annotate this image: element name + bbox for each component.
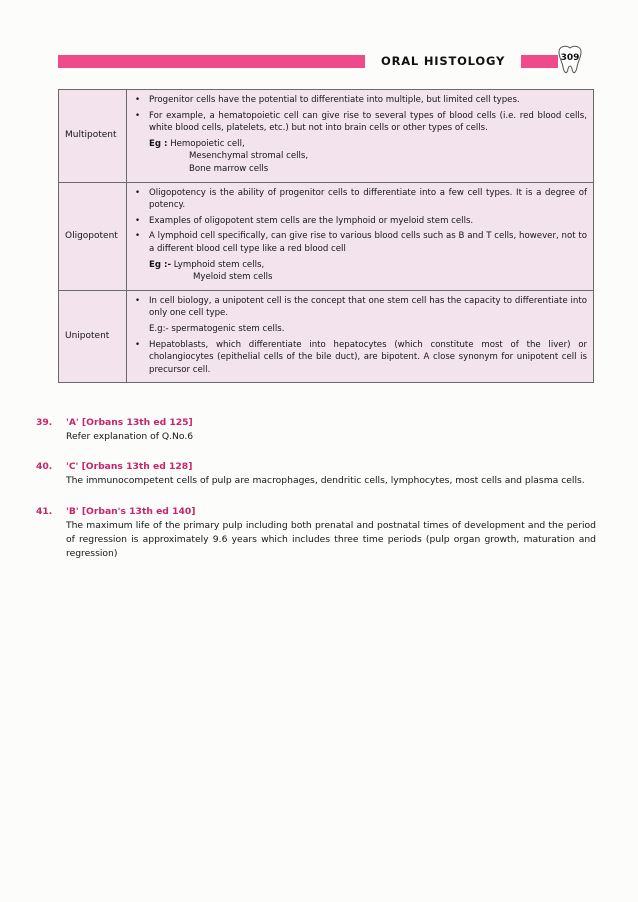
bullet-point: • For example, a hematopoietic cell can give rise to several types of blood cells (i.e. red blood cells, white blood cells, platelets, etc.) but not into brain cells or other types of cells. [135,110,587,134]
answer-41 [36,505,596,561]
answer-key: 'B' [Orban's 13th ed 140] [66,506,196,517]
example-item: Myeloid stem cells [193,272,273,283]
bullet-point: • A lymphoid cell specifically, can give rise to various blood cells such as B and T cells, however, not to a different blood cell type like a red blood cell [135,231,587,254]
answer-text: The maximum life of the primary pulp including both prenatal and postnatal times of development and the period of regression is approximately 9.6 years which includes three time periods (pulp organ growth, maturation and regression) [66,520,596,559]
row-content [127,290,594,383]
example-block: E.g:- spermatogenic stem cells. [149,323,285,334]
example-item: Hemopoietic cell, [170,138,245,149]
table-row [59,182,594,290]
example-block [133,259,587,284]
answer-39 [36,416,596,444]
row-label: Multipotent [59,90,127,183]
answer-key: 'A' [Orbans 13th ed 125] [66,417,193,428]
bullet-point: • Hepatoblasts, which differentiate into hepatocytes (which constitute most of the liver) or cholangiocytes (epithelial cells of the bile duct), are bipotent. A close synonym for unipotent cell is precursor cell. [135,339,587,375]
example-item: Mesenchymal stromal cells, [189,151,309,162]
bullet-point: • Examples of oligopotent stem cells are the lymphoid or myeloid stem cells. [135,215,474,226]
page-number: 309 [560,53,580,63]
answer-40 [36,460,596,488]
row-label: Unipotent [59,290,127,383]
section-title: ORAL HISTOLOGY [365,51,521,72]
answer-number: 39. [36,417,53,428]
bullet-point: • Oligopotency is the ability of progenitor cells to differentiate into a few cell types. It is a degree of potency. [135,187,587,211]
answer-key: 'C' [Orbans 13th ed 128] [66,461,193,472]
row-content [127,90,594,183]
table-row [59,290,594,383]
answer-text: Refer explanation of Q.No.6 [66,431,194,442]
example-block [133,138,587,176]
potency-table [58,89,594,383]
bullet-point: • In cell biology, a unipotent cell is the concept that one stem cell has the capacity to differentiate into only one cell type. [135,295,587,319]
answer-number: 41. [36,506,53,517]
row-label: Oligopotent [59,182,127,290]
example-label: Eg :- [149,259,172,270]
example-item: Bone marrow cells [189,163,269,174]
example-item: Lymphoid stem cells, [173,259,265,270]
table-row [59,90,594,183]
bullet-point: • Progenitor cells have the potential to differentiate into multiple, but limited cell types. [135,95,520,105]
answer-number: 40. [36,461,53,472]
answer-text: The immunocompetent cells of pulp are macrophages, dendritic cells, lymphocytes, most cells and plasma cells. [66,475,585,486]
example-label: Eg : [149,138,168,149]
row-content [127,182,594,290]
